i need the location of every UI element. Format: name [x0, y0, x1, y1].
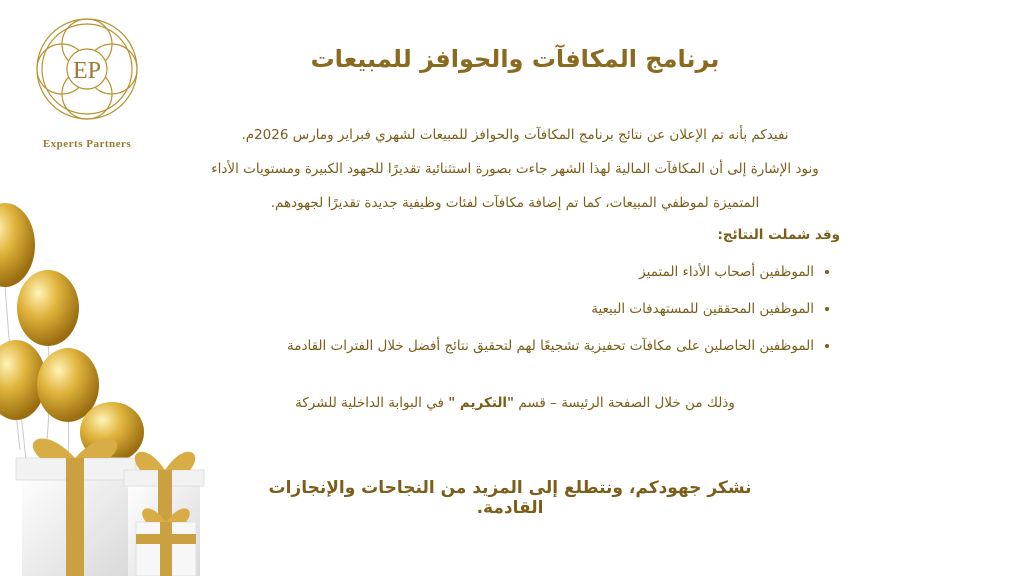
balloon — [0, 203, 35, 287]
brand-name: Experts Partners — [42, 138, 132, 150]
intro-line-3: المتميزة لموظفي المبيعات، كما تم إضافة مكافآت لفئات وظيفية جديدة تقديرًا لجهودهم. — [270, 195, 760, 211]
page-title: برنامج المكافآت والحوافز للمبيعات — [310, 45, 720, 73]
intro-line-2: ونود الإشارة إلى أن المكافآت المالية لهذا الشهر جاءت بصورة استثنائية تقديرًا للجهود الكبيرة ومستويات الأداء — [211, 161, 819, 177]
intro-line-1: نفيدكم بأنه تم الإعلان عن نتائج برنامج المكافآت والحوافز للمبيعات لشهري فبراير ومارس 2026م. — [241, 127, 789, 143]
announcement-body — [190, 118, 840, 417]
list-item: • الموظفين أصحاب الأداء المتميز — [190, 254, 814, 291]
results-list — [190, 254, 840, 365]
closing-message: نشكر جهودكم، ونتطلع إلى المزيد من النجاحات والإنجازات القادمة. — [268, 478, 752, 518]
portal-text-before: وذلك من خلال الصفحة الرئيسة – قسم — [514, 395, 735, 411]
results-heading: وقد شملت النتائج: — [717, 227, 840, 243]
portal-note — [190, 389, 840, 417]
logo-monogram: EP — [72, 58, 102, 84]
list-item: • الموظفين المحققين للمستهدفات البيعية — [190, 291, 814, 328]
gift-box — [16, 438, 136, 576]
balloons-and-gifts-illustration — [0, 200, 220, 576]
list-item: • الموظفين الحاصلين على مكافآت تحفيزية تشجيعًا لهم لتحقيق نتائج أفضل خلال الفترات القادمة — [190, 328, 814, 365]
portal-section-name: "التكريم " — [448, 395, 515, 411]
balloon — [17, 270, 79, 346]
company-logo — [22, 14, 152, 150]
portal-text-after: في البوابة الداخلية للشركة — [295, 395, 449, 411]
logo-emblem — [32, 14, 142, 124]
